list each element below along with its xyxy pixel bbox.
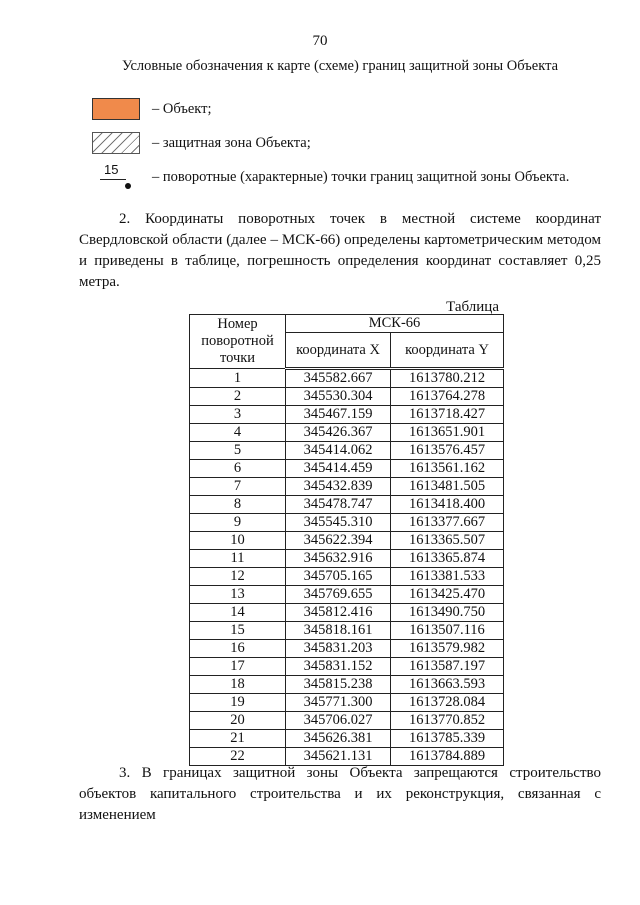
legend-item-point (92, 164, 569, 190)
y-coordinate-cell: 1613718.427 (391, 406, 504, 424)
legend-label: – Объект; (152, 100, 212, 117)
y-coordinate-cell: 1613784.889 (391, 748, 504, 766)
paragraph-2: 2. Координаты поворотных точек в местной системе координат Свердловской области (далее – МСК-66) определены картометрическим методом и приведены в таблице, погрешность определения координат составляет 0,25 метра. (79, 211, 601, 290)
x-coordinate-cell: 345621.131 (286, 748, 391, 766)
x-coordinate-cell: 345582.667 (286, 369, 391, 388)
x-coordinate-cell: 345815.238 (286, 676, 391, 694)
table-row (190, 712, 504, 730)
x-coordinate-cell: 345622.394 (286, 532, 391, 550)
y-coordinate-cell: 1613579.982 (391, 640, 504, 658)
object-symbol (92, 98, 140, 120)
table-row (190, 424, 504, 442)
x-coordinate-cell: 345831.203 (286, 640, 391, 658)
legend-label: – защитная зона Объекта; (152, 134, 311, 151)
header-coordinate-system: МСК-66 (286, 315, 504, 333)
x-coordinate-cell: 345632.916 (286, 550, 391, 568)
y-coordinate-cell: 1613764.278 (391, 388, 504, 406)
point-dot-icon (125, 183, 131, 189)
y-coordinate-cell: 1613780.212 (391, 369, 504, 388)
point-number-cell: 21 (190, 730, 286, 748)
x-coordinate-cell: 345769.655 (286, 586, 391, 604)
y-coordinate-cell: 1613365.507 (391, 532, 504, 550)
point-number-cell: 10 (190, 532, 286, 550)
legend-item-zone (92, 130, 311, 156)
x-coordinate-cell: 345432.839 (286, 478, 391, 496)
table-row (190, 622, 504, 640)
header-point-number: Номер поворотной точки (190, 315, 286, 369)
y-coordinate-cell: 1613425.470 (391, 586, 504, 604)
x-coordinate-cell: 345414.459 (286, 460, 391, 478)
point-number-cell: 19 (190, 694, 286, 712)
y-coordinate-cell: 1613770.852 (391, 712, 504, 730)
x-coordinate-cell: 345426.367 (286, 424, 391, 442)
point-number-cell: 20 (190, 712, 286, 730)
table-row (190, 514, 504, 532)
table-row (190, 568, 504, 586)
point-number-cell: 18 (190, 676, 286, 694)
x-coordinate-cell: 345818.161 (286, 622, 391, 640)
table-row (190, 640, 504, 658)
point-number-cell: 13 (190, 586, 286, 604)
point-number-cell: 9 (190, 514, 286, 532)
point-number-cell: 8 (190, 496, 286, 514)
y-coordinate-cell: 1613663.593 (391, 676, 504, 694)
y-coordinate-cell: 1613381.533 (391, 568, 504, 586)
table-row (190, 532, 504, 550)
point-number-cell: 14 (190, 604, 286, 622)
y-coordinate-cell: 1613507.116 (391, 622, 504, 640)
protective-zone-symbol (92, 132, 140, 154)
y-coordinate-cell: 1613576.457 (391, 442, 504, 460)
table-row (190, 388, 504, 406)
table-row (190, 604, 504, 622)
point-number-cell: 4 (190, 424, 286, 442)
turning-point-symbol (92, 162, 140, 188)
x-coordinate-cell: 345705.165 (286, 568, 391, 586)
point-number-cell: 5 (190, 442, 286, 460)
y-coordinate-cell: 1613651.901 (391, 424, 504, 442)
point-number-cell: 3 (190, 406, 286, 424)
y-coordinate-cell: 1613481.505 (391, 478, 504, 496)
y-coordinate-cell: 1613728.084 (391, 694, 504, 712)
point-number-cell: 12 (190, 568, 286, 586)
point-number-cell: 15 (190, 622, 286, 640)
leader-line (100, 179, 126, 180)
table-row (190, 496, 504, 514)
header-y: координата Y (391, 333, 504, 369)
table-row (190, 676, 504, 694)
table-caption: Таблица (446, 299, 499, 315)
legend-label: – поворотные (характерные) точки границ защитной зоны Объекта. (152, 168, 570, 185)
point-number-cell: 16 (190, 640, 286, 658)
y-coordinate-cell: 1613561.162 (391, 460, 504, 478)
x-coordinate-cell: 345478.747 (286, 496, 391, 514)
point-number-cell: 2 (190, 388, 286, 406)
y-coordinate-cell: 1613365.874 (391, 550, 504, 568)
y-coordinate-cell: 1613377.667 (391, 514, 504, 532)
x-coordinate-cell: 345812.416 (286, 604, 391, 622)
table-row (190, 460, 504, 478)
x-coordinate-cell: 345467.159 (286, 406, 391, 424)
point-number-cell: 17 (190, 658, 286, 676)
x-coordinate-cell: 345771.300 (286, 694, 391, 712)
page-number: 70 (312, 33, 328, 49)
table-row (190, 478, 504, 496)
table-row (190, 442, 504, 460)
point-number-cell: 1 (190, 369, 286, 388)
table-row (190, 369, 504, 388)
x-coordinate-cell: 345530.304 (286, 388, 391, 406)
header-x: координата X (286, 333, 391, 369)
table-row (190, 730, 504, 748)
point-number-cell: 11 (190, 550, 286, 568)
y-coordinate-cell: 1613785.339 (391, 730, 504, 748)
coordinates-table (189, 314, 504, 766)
table-row (190, 658, 504, 676)
x-coordinate-cell: 345626.381 (286, 730, 391, 748)
table-row (190, 694, 504, 712)
table-row (190, 586, 504, 604)
x-coordinate-cell: 345831.152 (286, 658, 391, 676)
point-number-cell: 22 (190, 748, 286, 766)
x-coordinate-cell: 345414.062 (286, 442, 391, 460)
paragraph-3: 3. В границах защитной зоны Объекта запрещаются строительство объектов капитального строительства и их реконструкция, связанная с изменением (79, 765, 601, 823)
table-row (190, 406, 504, 424)
y-coordinate-cell: 1613418.400 (391, 496, 504, 514)
legend-item-object (92, 96, 212, 122)
x-coordinate-cell: 345545.310 (286, 514, 391, 532)
y-coordinate-cell: 1613490.750 (391, 604, 504, 622)
point-number-cell: 7 (190, 478, 286, 496)
y-coordinate-cell: 1613587.197 (391, 658, 504, 676)
legend-title: Условные обозначения к карте (схеме) границ защитной зоны Объекта (121, 58, 559, 74)
x-coordinate-cell: 345706.027 (286, 712, 391, 730)
point-number-cell: 6 (190, 460, 286, 478)
point-number-sample: 15 (104, 162, 119, 177)
table-row (190, 550, 504, 568)
